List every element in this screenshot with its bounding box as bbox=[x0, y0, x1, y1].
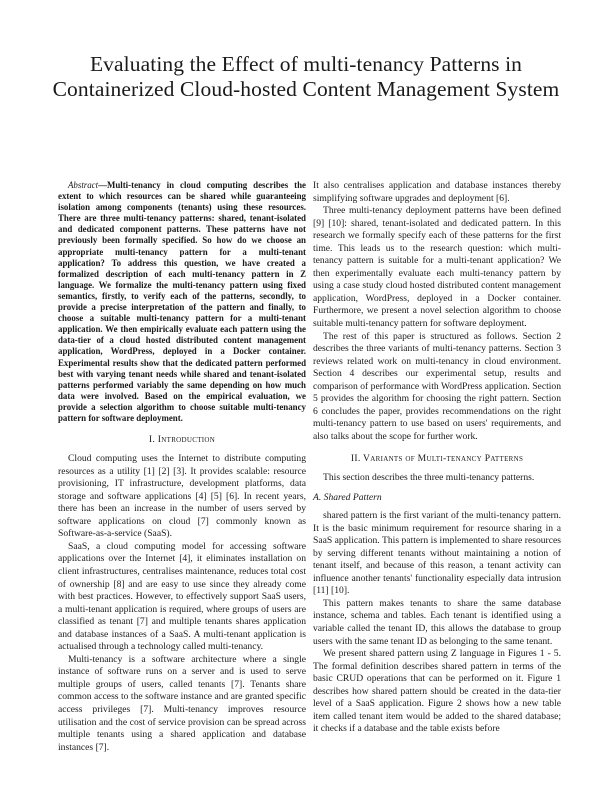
paragraph: This pattern makes tenants to share the same database instance, schema and tables. Each tenant is identified using a variable called the tenant ID, this allows the database to group users with the same tenant ID as belonging to the same tenant. bbox=[313, 597, 561, 647]
paragraph: Multi-tenancy is a software architecture where a single instance of software runs on a server and is used to serve multiple groups of users, called tenants [7]. Tenants share common access to the software instance and are granted specific access privileges [7]. Multi-tenancy improves resource utilisation and the cost of service provision can be spread across multiple tenants using a shared application and database instances [7]. bbox=[58, 653, 306, 753]
paragraph: Three multi-tenancy deployment patterns have been defined [9] [10]: shared, tenant-isolated and dedicated pattern. In this research we formally specify each of these patterns for the first time. This leads us to the research question: which multi-tenancy pattern is suitable for a multi-tenant application? We then experimentally evaluate each multi-tenancy pattern by using a case study cloud hosted distributed content management application, WordPress, deployed in a Docker container. Furthermore, we present a novel selection algorithm to choose suitable multi-tenancy pattern for software deployment. bbox=[313, 205, 561, 330]
left-column bbox=[58, 180, 306, 754]
abstract-text: Multi-tenancy in cloud computing describes the extent to which resources can be shared while guaranteeing isolation among components (tenants) using these resources. There are three multi-tenancy patterns: shared, tenant-isolated and dedicated component patterns. These patterns have not previously been formally specified. So how do we choose an appropriate multi-tenancy pattern for a multi-tenant application? To address this question, we have created a formalized description of each multi-tenancy pattern in Z language. We formalize the multi-tenancy pattern using fixed semantics, firstly, to verify each of the patterns, secondly, to provide a precise interpretation of the pattern and finally, to choose a suitable multi-tenancy pattern for a multi-tenant application. We then empirically evaluate each pattern using the data-tier of a cloud hosted distributed content management application, WordPress, deployed in a Docker container. Experimental results show that the dedicated pattern performed best with varying tenant needs while shared and tenant-isolated patterns performed variably the same depending on how much data were involved. Based on the empirical evaluation, we provide a selection algorithm to choose suitable multi-tenancy pattern for software deployment. bbox=[58, 180, 306, 423]
section-heading-variants: II. Variants of Multi-tenancy Patterns bbox=[350, 453, 524, 465]
subsection-heading-shared-pattern: A. Shared Pattern bbox=[313, 492, 382, 504]
right-column bbox=[313, 180, 561, 736]
abstract bbox=[58, 180, 306, 424]
paragraph: It also centralises application and database instances thereby simplifying software upgrades and deployment [6]. bbox=[313, 180, 561, 204]
paragraph: The rest of this paper is structured as follows. Section 2 describes the three variants of multi-tenancy patterns. Section 3 reviews related work on multi-tenancy in cloud environment. Section 4 describes our experimental setup, results and comparison of performance with WordPress application. Section 5 provides the algorithm for choosing the right pattern. Section 6 concludes the paper, provides recommendations on the right multi-tenancy pattern to use based on users' requirements, and also talks about the scope for further work. bbox=[313, 330, 561, 442]
paper-title: Evaluating the Effect of multi-tenancy Patterns in Containerized Cloud-hosted Content Management System bbox=[52, 52, 560, 101]
paragraph: shared pattern is the first variant of the multi-tenancy pattern. It is the basic minimum requirement for resource sharing in a SaaS application. This pattern is implemented to share resources by serving different tenants without maintaining a notion of tenant itself, and because of this reason, a tenant activity can influence another tenants' functionality especially data intrusion [11] [10]. bbox=[313, 510, 561, 597]
paragraph: This section describes the three multi-tenancy patterns. bbox=[323, 472, 535, 484]
paragraph: SaaS, a cloud computing model for accessing software applications over the Internet [4], it eliminates installation on client infrastructures, centralises maintenance, reduces total cost of ownership [8] and are easy to use since they already come with best practices. However, to effectively support SaaS users, a multi-tenant application is required, where groups of users are classified as tenant [7] and multiple tenants shares application and database instances of a SaaS. A multi-tenant application is actualised through a technology called multi-tenancy. bbox=[58, 540, 306, 653]
paragraph: We present shared pattern using Z language in Figures 1 - 5. The formal definition describes shared pattern in terms of the basic CRUD operations that can be performed on it. Figure 1 describes how shared pattern should be created in the data-tier level of a SaaS application. Figure 2 shows how a new table item called tenant item would be added to the shared database; it checks if a database and the table exists before bbox=[313, 648, 561, 735]
section-heading-introduction: I. Introduction bbox=[148, 434, 216, 446]
paragraph: Cloud computing uses the Internet to distribute computing resources as a utility [1] [2] [3]. It provides scalable: resource provisioning, IT infrastructure, development platforms, data storage and software applications [4] [5] [6]. In recent years, there has been an increase in the number of users served by software applications on cloud [7] commonly known as Software-as-a-service (SaaS). bbox=[58, 453, 306, 540]
abstract-dash: — bbox=[98, 180, 107, 190]
abstract-label: Abstract bbox=[68, 180, 99, 190]
